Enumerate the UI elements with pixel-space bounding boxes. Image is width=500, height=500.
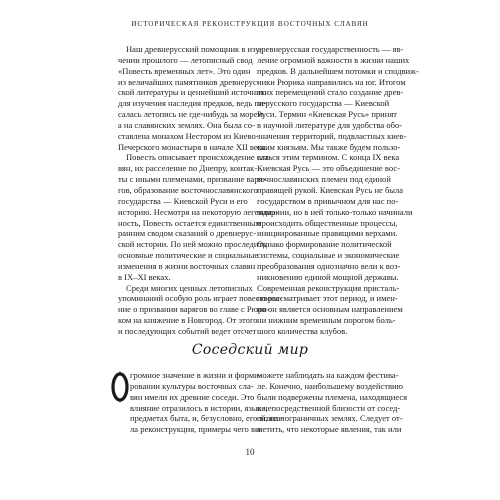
dropcap-letter: О xyxy=(119,376,121,377)
text-line: ровании культуры восточных сла- xyxy=(130,380,254,391)
text-line: и последующих событий ведет отсчет xyxy=(118,325,257,336)
running-head: ИСТОРИЧЕСКАЯ РЕКОНСТРУКЦИЯ ВОСТОЧНЫХ СЛАВЯН xyxy=(131,20,369,28)
text-line: Печерского монастыря в начале XII века. xyxy=(118,141,268,152)
text-line: ской литературы и ценнейший источник xyxy=(118,87,265,98)
text-line: ваться этим термином. С конца IX века xyxy=(257,152,400,163)
page-number: 10 xyxy=(245,447,255,457)
text-line: ние о призвании варягов во главе с Рюри- xyxy=(118,304,270,315)
text-line: никновению единой мощной державы. xyxy=(257,271,399,282)
text-line: но он является основным направлением xyxy=(257,304,403,315)
text-line: метить, что некоторые явления, так или xyxy=(257,424,402,435)
right-column-top xyxy=(257,44,419,337)
text-line: но рассматривает этот период, и имен- xyxy=(257,293,398,304)
text-line: основные политические и социальные xyxy=(118,250,259,261)
text-line: государства — Киевской Руси и его xyxy=(118,195,248,206)
text-line: были подвержены племена, находящиеся xyxy=(257,391,408,402)
text-line: ле. Конечно, наибольшему воздействию xyxy=(257,380,403,391)
text-line: упоминаний особую роль играет повествова- xyxy=(118,293,283,304)
text-line: вян, их расселение по Днепру, контак- xyxy=(118,163,258,174)
text-line: для изучения наследия предков, ведь пи- xyxy=(118,98,267,109)
text-line: Современная реконструкция присталь- xyxy=(257,282,400,293)
text-line: ставлена монахом Нестором из Киево- xyxy=(118,130,259,141)
text-line: инициированные правящими верхами. xyxy=(257,228,398,239)
text-line: предков. В дальнейшем потомки и сподвиж- xyxy=(257,65,419,76)
text-line: происходить общественные процессы, xyxy=(257,217,398,228)
text-line: ла реконструкция, примеры чего вы xyxy=(130,424,261,435)
text-line: в IX–XI веках. xyxy=(118,271,171,282)
text-line: Киевская Русь — это объединение вос- xyxy=(257,163,400,174)
text-line: предметах быта, и, безусловно, его впита- xyxy=(130,413,284,424)
text-line: а на славянских землях. Она была со- xyxy=(118,119,255,130)
text-line: ранним сводом сказаний о древнерус- xyxy=(118,228,257,239)
text-line: ком на княжение в Новгород. От этого xyxy=(118,315,258,326)
text-line: ление огромной важности в жизни наших xyxy=(257,54,410,65)
text-line: ни нижним временным порогом боль- xyxy=(257,315,396,326)
text-line: ской истории. По ней можно проследить xyxy=(118,239,267,250)
text-line: правящей рукой. Киевская Русь не была xyxy=(257,184,404,195)
text-line: ность, Повесть остается единственным xyxy=(118,217,261,228)
text-line: Среди многих ценных летописных xyxy=(126,282,253,293)
text-line: можете наблюдать на каждом фестива- xyxy=(257,370,399,380)
text-line: из величайших памятников древнерус- xyxy=(118,76,260,87)
text-line: салась летопись не где-нибудь за морем, xyxy=(118,109,266,120)
text-line: преобразования однозначно вели к воз- xyxy=(257,260,401,271)
text-line: этих перемещений стало создание древ- xyxy=(257,87,404,98)
text-line: нерусского государства — Киевской xyxy=(257,98,390,109)
text-line: историю. Несмотря на некоторую легендар- xyxy=(118,206,279,217)
text-line: шого количества клубов. xyxy=(257,325,348,336)
left-column-top xyxy=(118,44,283,337)
text-line: нимании, но в ней только-только начинали xyxy=(257,206,413,217)
text-line: Наш древнерусский помощник в изу- xyxy=(126,44,263,54)
text-line: вян имели их древние соседи. Это xyxy=(130,391,255,402)
text-line: в непосредственной близости от сосед- xyxy=(257,402,401,413)
text-line: «Повесть временных лет». Это один xyxy=(118,65,251,76)
dropcap-ornament-icon xyxy=(110,370,130,404)
text-line: гов, образование восточнославянского xyxy=(118,184,258,195)
text-line: государством в привычном для нас по- xyxy=(257,195,399,206)
text-line: Однако формирование политической xyxy=(257,239,392,250)
text-line: в научной литературе для удобства обо- xyxy=(257,119,403,130)
text-line: ты с иными племенами, призвание варя- xyxy=(118,174,266,185)
text-line: влияние отразилось в истории, языке, xyxy=(130,402,268,413)
text-line: Повесть описывает происхождение сла- xyxy=(126,152,272,163)
text-line: чении прошлого — летописный свод xyxy=(118,54,253,65)
text-line: изменения в жизни восточных славян xyxy=(118,260,256,271)
text-line: ским князьям. Мы также будем пользо- xyxy=(257,141,401,152)
section-title: Соседский мир xyxy=(191,342,309,358)
left-column-bottom xyxy=(130,370,284,435)
text-line: ей, на пограничных землях. Следует от- xyxy=(257,413,403,424)
text-line: точнославянских племен под единой xyxy=(257,174,391,185)
text-line: Руси. Термин «Киевская Русь» принят xyxy=(257,109,397,120)
right-column-bottom xyxy=(257,370,408,435)
text-line: значения территорий, подвластных киев- xyxy=(257,130,407,141)
text-line: древнерусская государственность — яв- xyxy=(257,44,404,54)
text-line: ники Рюрика направились на юг. Итогом xyxy=(257,76,406,87)
text-line: системы, социальные и экономические xyxy=(257,250,400,261)
text-line: громное значение в жизни и форми- xyxy=(130,370,262,380)
